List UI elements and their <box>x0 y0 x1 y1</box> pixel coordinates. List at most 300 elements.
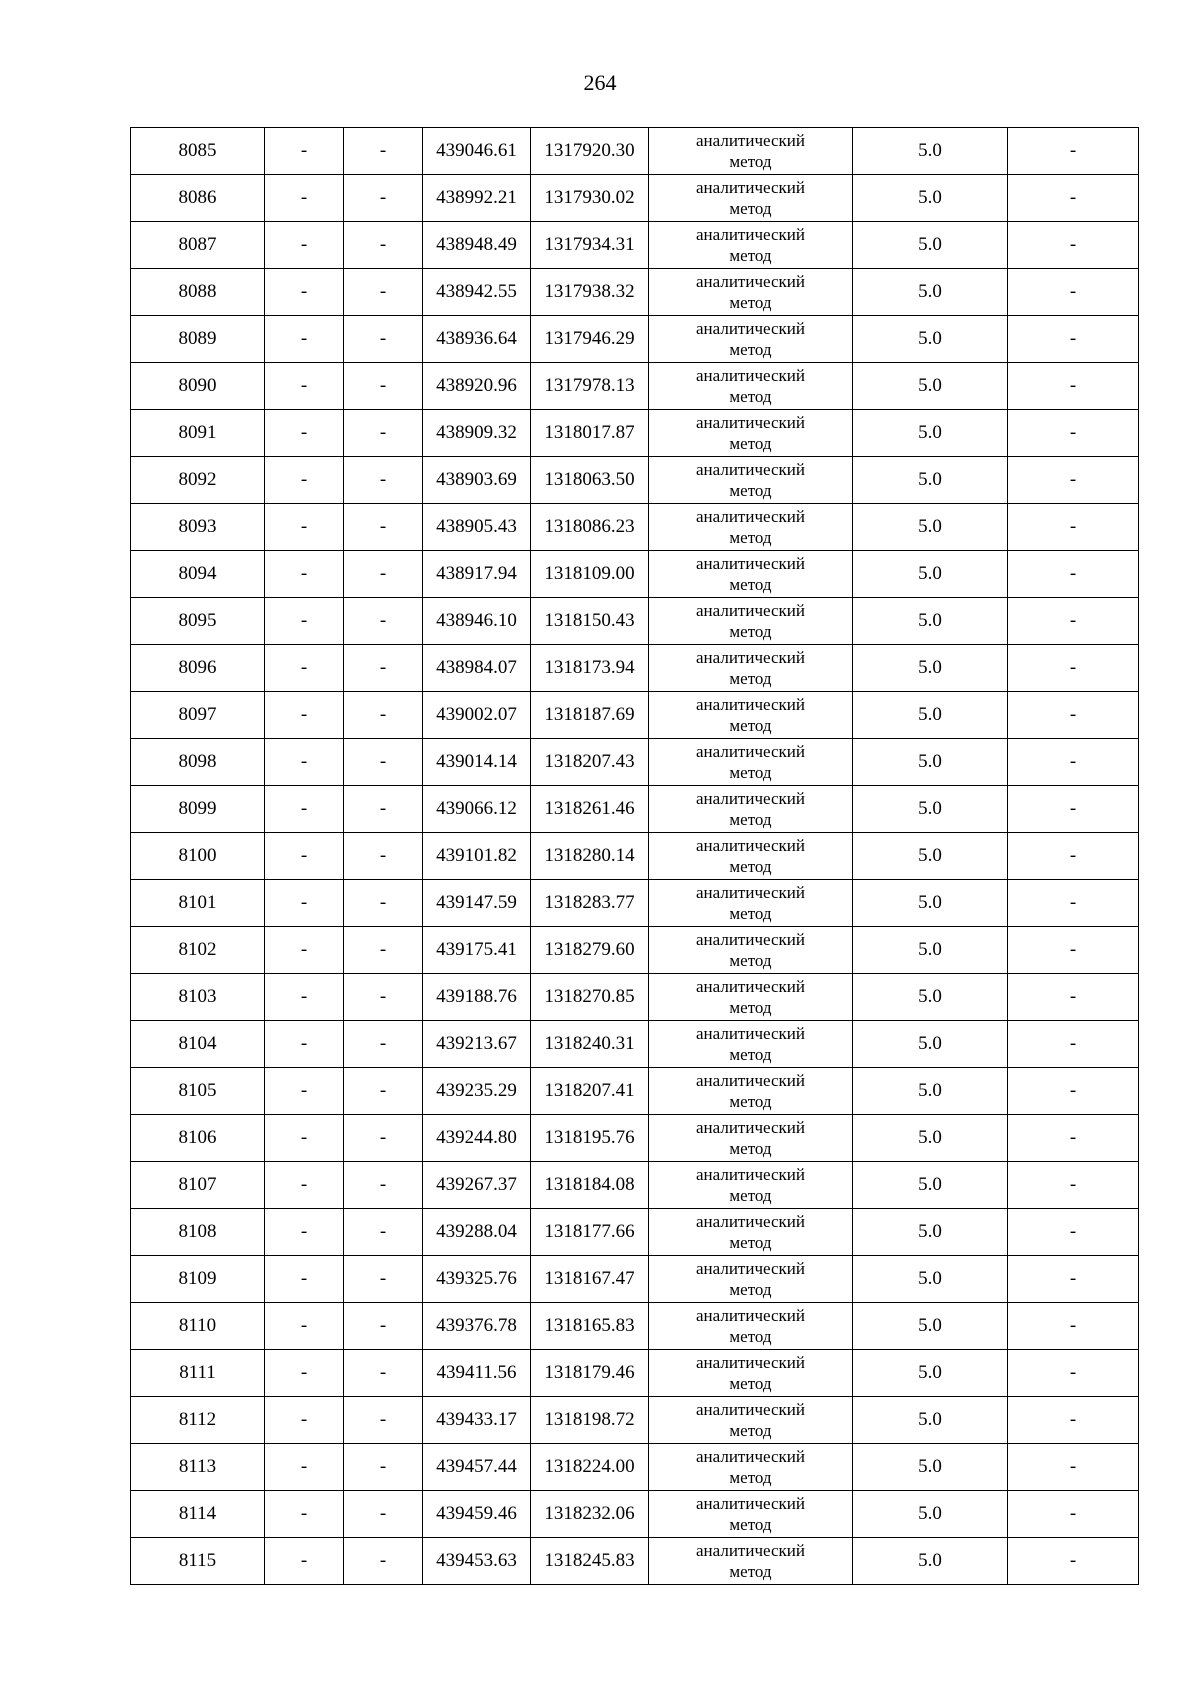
point-number-cell: 8106 <box>131 1115 265 1162</box>
table-row <box>131 645 1139 692</box>
empty-value-cell: - <box>344 645 423 692</box>
method-cell <box>649 1350 853 1397</box>
x-coordinate-cell: 438946.10 <box>423 598 531 645</box>
method-cell <box>649 1162 853 1209</box>
method-line-2: метод <box>729 669 772 688</box>
empty-value-cell: - <box>344 833 423 880</box>
y-coordinate-cell: 1317946.29 <box>531 316 649 363</box>
point-number-cell: 8102 <box>131 927 265 974</box>
method-line-1: аналитический <box>696 648 805 667</box>
note-cell: - <box>1008 1444 1139 1491</box>
accuracy-cell: 5.0 <box>853 1350 1008 1397</box>
table-row <box>131 1538 1139 1585</box>
y-coordinate-cell: 1317938.32 <box>531 269 649 316</box>
accuracy-cell: 5.0 <box>853 504 1008 551</box>
method-cell <box>649 363 853 410</box>
method-cell <box>649 410 853 457</box>
empty-value-cell: - <box>265 1068 344 1115</box>
point-number-cell: 8094 <box>131 551 265 598</box>
empty-value-cell: - <box>265 880 344 927</box>
y-coordinate-cell: 1318184.08 <box>531 1162 649 1209</box>
point-number-cell: 8093 <box>131 504 265 551</box>
note-cell: - <box>1008 1303 1139 1350</box>
note-cell: - <box>1008 363 1139 410</box>
point-number-cell: 8096 <box>131 645 265 692</box>
method-cell <box>649 457 853 504</box>
note-cell: - <box>1008 692 1139 739</box>
x-coordinate-cell: 439244.80 <box>423 1115 531 1162</box>
y-coordinate-cell: 1318187.69 <box>531 692 649 739</box>
point-number-cell: 8097 <box>131 692 265 739</box>
y-coordinate-cell: 1318261.46 <box>531 786 649 833</box>
empty-value-cell: - <box>344 880 423 927</box>
method-line-1: аналитический <box>696 1118 805 1137</box>
x-coordinate-cell: 439175.41 <box>423 927 531 974</box>
empty-value-cell: - <box>344 128 423 175</box>
method-line-1: аналитический <box>696 1447 805 1466</box>
point-number-cell: 8090 <box>131 363 265 410</box>
point-number-cell: 8113 <box>131 1444 265 1491</box>
empty-value-cell: - <box>265 269 344 316</box>
method-line-1: аналитический <box>696 225 805 244</box>
method-line-1: аналитический <box>696 977 805 996</box>
x-coordinate-cell: 438909.32 <box>423 410 531 457</box>
method-cell <box>649 316 853 363</box>
note-cell: - <box>1008 410 1139 457</box>
method-line-1: аналитический <box>696 601 805 620</box>
accuracy-cell: 5.0 <box>853 974 1008 1021</box>
x-coordinate-cell: 439066.12 <box>423 786 531 833</box>
empty-value-cell: - <box>344 1068 423 1115</box>
empty-value-cell: - <box>265 1444 344 1491</box>
y-coordinate-cell: 1318245.83 <box>531 1538 649 1585</box>
empty-value-cell: - <box>265 504 344 551</box>
method-line-2: метод <box>729 199 772 218</box>
note-cell: - <box>1008 1256 1139 1303</box>
x-coordinate-cell: 439014.14 <box>423 739 531 786</box>
empty-value-cell: - <box>265 974 344 1021</box>
x-coordinate-cell: 439267.37 <box>423 1162 531 1209</box>
accuracy-cell: 5.0 <box>853 1209 1008 1256</box>
y-coordinate-cell: 1318150.43 <box>531 598 649 645</box>
empty-value-cell: - <box>265 457 344 504</box>
x-coordinate-cell: 439376.78 <box>423 1303 531 1350</box>
empty-value-cell: - <box>265 598 344 645</box>
y-coordinate-cell: 1318270.85 <box>531 974 649 1021</box>
method-line-1: аналитический <box>696 507 805 526</box>
empty-value-cell: - <box>344 1162 423 1209</box>
page-number: 264 <box>583 70 617 95</box>
note-cell: - <box>1008 316 1139 363</box>
x-coordinate-cell: 438948.49 <box>423 222 531 269</box>
accuracy-cell: 5.0 <box>853 363 1008 410</box>
empty-value-cell: - <box>265 128 344 175</box>
accuracy-cell: 5.0 <box>853 269 1008 316</box>
method-cell <box>649 786 853 833</box>
table-row <box>131 551 1139 598</box>
table-row <box>131 222 1139 269</box>
method-line-2: метод <box>729 1139 772 1158</box>
x-coordinate-cell: 439147.59 <box>423 880 531 927</box>
method-line-2: метод <box>729 1515 772 1534</box>
method-line-2: метод <box>729 1468 772 1487</box>
empty-value-cell: - <box>344 1209 423 1256</box>
method-line-2: метод <box>729 1562 772 1581</box>
accuracy-cell: 5.0 <box>853 1115 1008 1162</box>
empty-value-cell: - <box>344 410 423 457</box>
method-line-2: метод <box>729 528 772 547</box>
x-coordinate-cell: 438936.64 <box>423 316 531 363</box>
x-coordinate-cell: 439325.76 <box>423 1256 531 1303</box>
point-number-cell: 8114 <box>131 1491 265 1538</box>
point-number-cell: 8098 <box>131 739 265 786</box>
empty-value-cell: - <box>344 175 423 222</box>
method-cell <box>649 1397 853 1444</box>
note-cell: - <box>1008 1538 1139 1585</box>
y-coordinate-cell: 1318283.77 <box>531 880 649 927</box>
y-coordinate-cell: 1318063.50 <box>531 457 649 504</box>
accuracy-cell: 5.0 <box>853 1491 1008 1538</box>
note-cell: - <box>1008 457 1139 504</box>
y-coordinate-cell: 1318207.41 <box>531 1068 649 1115</box>
accuracy-cell: 5.0 <box>853 1256 1008 1303</box>
empty-value-cell: - <box>265 222 344 269</box>
method-cell <box>649 880 853 927</box>
method-line-1: аналитический <box>696 836 805 855</box>
note-cell: - <box>1008 175 1139 222</box>
accuracy-cell: 5.0 <box>853 222 1008 269</box>
note-cell: - <box>1008 1021 1139 1068</box>
method-cell <box>649 504 853 551</box>
y-coordinate-cell: 1318179.46 <box>531 1350 649 1397</box>
point-number-cell: 8099 <box>131 786 265 833</box>
note-cell: - <box>1008 128 1139 175</box>
method-line-2: метод <box>729 1421 772 1440</box>
empty-value-cell: - <box>265 410 344 457</box>
empty-value-cell: - <box>344 974 423 1021</box>
empty-value-cell: - <box>265 786 344 833</box>
y-coordinate-cell: 1318173.94 <box>531 645 649 692</box>
point-number-cell: 8104 <box>131 1021 265 1068</box>
empty-value-cell: - <box>344 786 423 833</box>
coordinates-table <box>130 127 1139 1585</box>
method-line-2: метод <box>729 622 772 641</box>
note-cell: - <box>1008 1209 1139 1256</box>
method-cell <box>649 833 853 880</box>
table-row <box>131 457 1139 504</box>
x-coordinate-cell: 439453.63 <box>423 1538 531 1585</box>
y-coordinate-cell: 1318198.72 <box>531 1397 649 1444</box>
method-line-1: аналитический <box>696 1212 805 1231</box>
y-coordinate-cell: 1318177.66 <box>531 1209 649 1256</box>
method-line-1: аналитический <box>696 1400 805 1419</box>
empty-value-cell: - <box>265 316 344 363</box>
y-coordinate-cell: 1317930.02 <box>531 175 649 222</box>
accuracy-cell: 5.0 <box>853 645 1008 692</box>
method-line-2: метод <box>729 716 772 735</box>
table-row <box>131 739 1139 786</box>
point-number-cell: 8100 <box>131 833 265 880</box>
accuracy-cell: 5.0 <box>853 833 1008 880</box>
point-number-cell: 8112 <box>131 1397 265 1444</box>
method-line-1: аналитический <box>696 1306 805 1325</box>
method-line-2: метод <box>729 1045 772 1064</box>
note-cell: - <box>1008 645 1139 692</box>
accuracy-cell: 5.0 <box>853 1444 1008 1491</box>
method-line-1: аналитический <box>696 1541 805 1560</box>
point-number-cell: 8089 <box>131 316 265 363</box>
x-coordinate-cell: 439235.29 <box>423 1068 531 1115</box>
point-number-cell: 8110 <box>131 1303 265 1350</box>
method-cell <box>649 1538 853 1585</box>
method-cell <box>649 1303 853 1350</box>
method-line-1: аналитический <box>696 1024 805 1043</box>
x-coordinate-cell: 438905.43 <box>423 504 531 551</box>
method-line-2: метод <box>729 810 772 829</box>
note-cell: - <box>1008 833 1139 880</box>
table-row <box>131 504 1139 551</box>
note-cell: - <box>1008 974 1139 1021</box>
y-coordinate-cell: 1318167.47 <box>531 1256 649 1303</box>
table-row <box>131 1397 1139 1444</box>
accuracy-cell: 5.0 <box>853 786 1008 833</box>
x-coordinate-cell: 438917.94 <box>423 551 531 598</box>
note-cell: - <box>1008 222 1139 269</box>
empty-value-cell: - <box>265 1538 344 1585</box>
x-coordinate-cell: 439457.44 <box>423 1444 531 1491</box>
method-cell <box>649 739 853 786</box>
method-cell <box>649 927 853 974</box>
accuracy-cell: 5.0 <box>853 692 1008 739</box>
method-line-1: аналитический <box>696 554 805 573</box>
y-coordinate-cell: 1318224.00 <box>531 1444 649 1491</box>
point-number-cell: 8107 <box>131 1162 265 1209</box>
accuracy-cell: 5.0 <box>853 175 1008 222</box>
table-row <box>131 692 1139 739</box>
x-coordinate-cell: 439213.67 <box>423 1021 531 1068</box>
method-line-2: метод <box>729 1280 772 1299</box>
point-number-cell: 8095 <box>131 598 265 645</box>
method-line-1: аналитический <box>696 460 805 479</box>
method-cell <box>649 1115 853 1162</box>
method-line-2: метод <box>729 246 772 265</box>
method-cell <box>649 1068 853 1115</box>
point-number-cell: 8087 <box>131 222 265 269</box>
point-number-cell: 8111 <box>131 1350 265 1397</box>
method-line-2: метод <box>729 763 772 782</box>
empty-value-cell: - <box>344 598 423 645</box>
method-cell <box>649 551 853 598</box>
accuracy-cell: 5.0 <box>853 1303 1008 1350</box>
accuracy-cell: 5.0 <box>853 457 1008 504</box>
method-cell <box>649 1444 853 1491</box>
note-cell: - <box>1008 1068 1139 1115</box>
empty-value-cell: - <box>344 1444 423 1491</box>
accuracy-cell: 5.0 <box>853 1021 1008 1068</box>
x-coordinate-cell: 438942.55 <box>423 269 531 316</box>
x-coordinate-cell: 439433.17 <box>423 1397 531 1444</box>
accuracy-cell: 5.0 <box>853 128 1008 175</box>
method-cell <box>649 692 853 739</box>
empty-value-cell: - <box>344 1021 423 1068</box>
empty-value-cell: - <box>265 1021 344 1068</box>
y-coordinate-cell: 1318280.14 <box>531 833 649 880</box>
table-row <box>131 1444 1139 1491</box>
method-line-1: аналитический <box>696 789 805 808</box>
accuracy-cell: 5.0 <box>853 927 1008 974</box>
method-line-1: аналитический <box>696 413 805 432</box>
empty-value-cell: - <box>344 551 423 598</box>
accuracy-cell: 5.0 <box>853 1538 1008 1585</box>
note-cell: - <box>1008 269 1139 316</box>
empty-value-cell: - <box>344 739 423 786</box>
method-line-2: метод <box>729 1374 772 1393</box>
accuracy-cell: 5.0 <box>853 410 1008 457</box>
method-line-1: аналитический <box>696 695 805 714</box>
method-cell <box>649 974 853 1021</box>
method-line-1: аналитический <box>696 178 805 197</box>
empty-value-cell: - <box>265 1209 344 1256</box>
y-coordinate-cell: 1318195.76 <box>531 1115 649 1162</box>
empty-value-cell: - <box>344 1538 423 1585</box>
note-cell: - <box>1008 739 1139 786</box>
empty-value-cell: - <box>265 1256 344 1303</box>
note-cell: - <box>1008 927 1139 974</box>
method-cell <box>649 1491 853 1538</box>
table-row <box>131 833 1139 880</box>
y-coordinate-cell: 1318086.23 <box>531 504 649 551</box>
empty-value-cell: - <box>344 1303 423 1350</box>
y-coordinate-cell: 1317934.31 <box>531 222 649 269</box>
point-number-cell: 8115 <box>131 1538 265 1585</box>
method-line-2: метод <box>729 1186 772 1205</box>
point-number-cell: 8092 <box>131 457 265 504</box>
table-row <box>131 1115 1139 1162</box>
y-coordinate-cell: 1318109.00 <box>531 551 649 598</box>
table-row <box>131 316 1139 363</box>
method-line-1: аналитический <box>696 272 805 291</box>
method-cell <box>649 1021 853 1068</box>
x-coordinate-cell: 439101.82 <box>423 833 531 880</box>
note-cell: - <box>1008 786 1139 833</box>
x-coordinate-cell: 438992.21 <box>423 175 531 222</box>
method-cell <box>649 175 853 222</box>
note-cell: - <box>1008 1162 1139 1209</box>
table-row <box>131 1068 1139 1115</box>
table-row <box>131 410 1139 457</box>
x-coordinate-cell: 438984.07 <box>423 645 531 692</box>
point-number-cell: 8085 <box>131 128 265 175</box>
empty-value-cell: - <box>265 175 344 222</box>
empty-value-cell: - <box>265 833 344 880</box>
note-cell: - <box>1008 504 1139 551</box>
empty-value-cell: - <box>265 1491 344 1538</box>
point-number-cell: 8103 <box>131 974 265 1021</box>
method-line-2: метод <box>729 904 772 923</box>
method-line-1: аналитический <box>696 366 805 385</box>
accuracy-cell: 5.0 <box>853 551 1008 598</box>
method-line-1: аналитический <box>696 1353 805 1372</box>
y-coordinate-cell: 1318165.83 <box>531 1303 649 1350</box>
x-coordinate-cell: 439288.04 <box>423 1209 531 1256</box>
table-row <box>131 1303 1139 1350</box>
method-line-1: аналитический <box>696 131 805 150</box>
table-row <box>131 1209 1139 1256</box>
method-line-2: метод <box>729 857 772 876</box>
empty-value-cell: - <box>344 1115 423 1162</box>
empty-value-cell: - <box>344 1350 423 1397</box>
empty-value-cell: - <box>344 1491 423 1538</box>
empty-value-cell: - <box>265 1350 344 1397</box>
table-row <box>131 974 1139 1021</box>
y-coordinate-cell: 1318017.87 <box>531 410 649 457</box>
empty-value-cell: - <box>344 1256 423 1303</box>
y-coordinate-cell: 1317920.30 <box>531 128 649 175</box>
point-number-cell: 8091 <box>131 410 265 457</box>
method-line-2: метод <box>729 387 772 406</box>
point-number-cell: 8105 <box>131 1068 265 1115</box>
empty-value-cell: - <box>344 1397 423 1444</box>
method-line-2: метод <box>729 951 772 970</box>
note-cell: - <box>1008 880 1139 927</box>
method-cell <box>649 128 853 175</box>
empty-value-cell: - <box>344 316 423 363</box>
method-line-1: аналитический <box>696 883 805 902</box>
empty-value-cell: - <box>265 739 344 786</box>
point-number-cell: 8101 <box>131 880 265 927</box>
point-number-cell: 8108 <box>131 1209 265 1256</box>
table-row <box>131 1350 1139 1397</box>
method-line-2: метод <box>729 481 772 500</box>
x-coordinate-cell: 439459.46 <box>423 1491 531 1538</box>
method-line-2: метод <box>729 1233 772 1252</box>
point-number-cell: 8109 <box>131 1256 265 1303</box>
table-row <box>131 1491 1139 1538</box>
empty-value-cell: - <box>265 1397 344 1444</box>
method-line-1: аналитический <box>696 1071 805 1090</box>
method-cell <box>649 1256 853 1303</box>
method-cell <box>649 269 853 316</box>
empty-value-cell: - <box>265 692 344 739</box>
method-line-2: метод <box>729 998 772 1017</box>
x-coordinate-cell: 439411.56 <box>423 1350 531 1397</box>
note-cell: - <box>1008 1397 1139 1444</box>
empty-value-cell: - <box>265 551 344 598</box>
point-number-cell: 8088 <box>131 269 265 316</box>
method-line-2: метод <box>729 340 772 359</box>
table-row <box>131 1256 1139 1303</box>
method-line-2: метод <box>729 1327 772 1346</box>
empty-value-cell: - <box>344 269 423 316</box>
table-row <box>131 880 1139 927</box>
accuracy-cell: 5.0 <box>853 880 1008 927</box>
empty-value-cell: - <box>265 363 344 410</box>
empty-value-cell: - <box>344 927 423 974</box>
empty-value-cell: - <box>265 1303 344 1350</box>
accuracy-cell: 5.0 <box>853 1068 1008 1115</box>
note-cell: - <box>1008 598 1139 645</box>
accuracy-cell: 5.0 <box>853 1397 1008 1444</box>
method-line-1: аналитический <box>696 1165 805 1184</box>
x-coordinate-cell: 438920.96 <box>423 363 531 410</box>
table-row <box>131 927 1139 974</box>
method-line-1: аналитический <box>696 1259 805 1278</box>
empty-value-cell: - <box>344 222 423 269</box>
y-coordinate-cell: 1318232.06 <box>531 1491 649 1538</box>
y-coordinate-cell: 1318207.43 <box>531 739 649 786</box>
method-line-1: аналитический <box>696 319 805 338</box>
method-line-2: метод <box>729 1092 772 1111</box>
